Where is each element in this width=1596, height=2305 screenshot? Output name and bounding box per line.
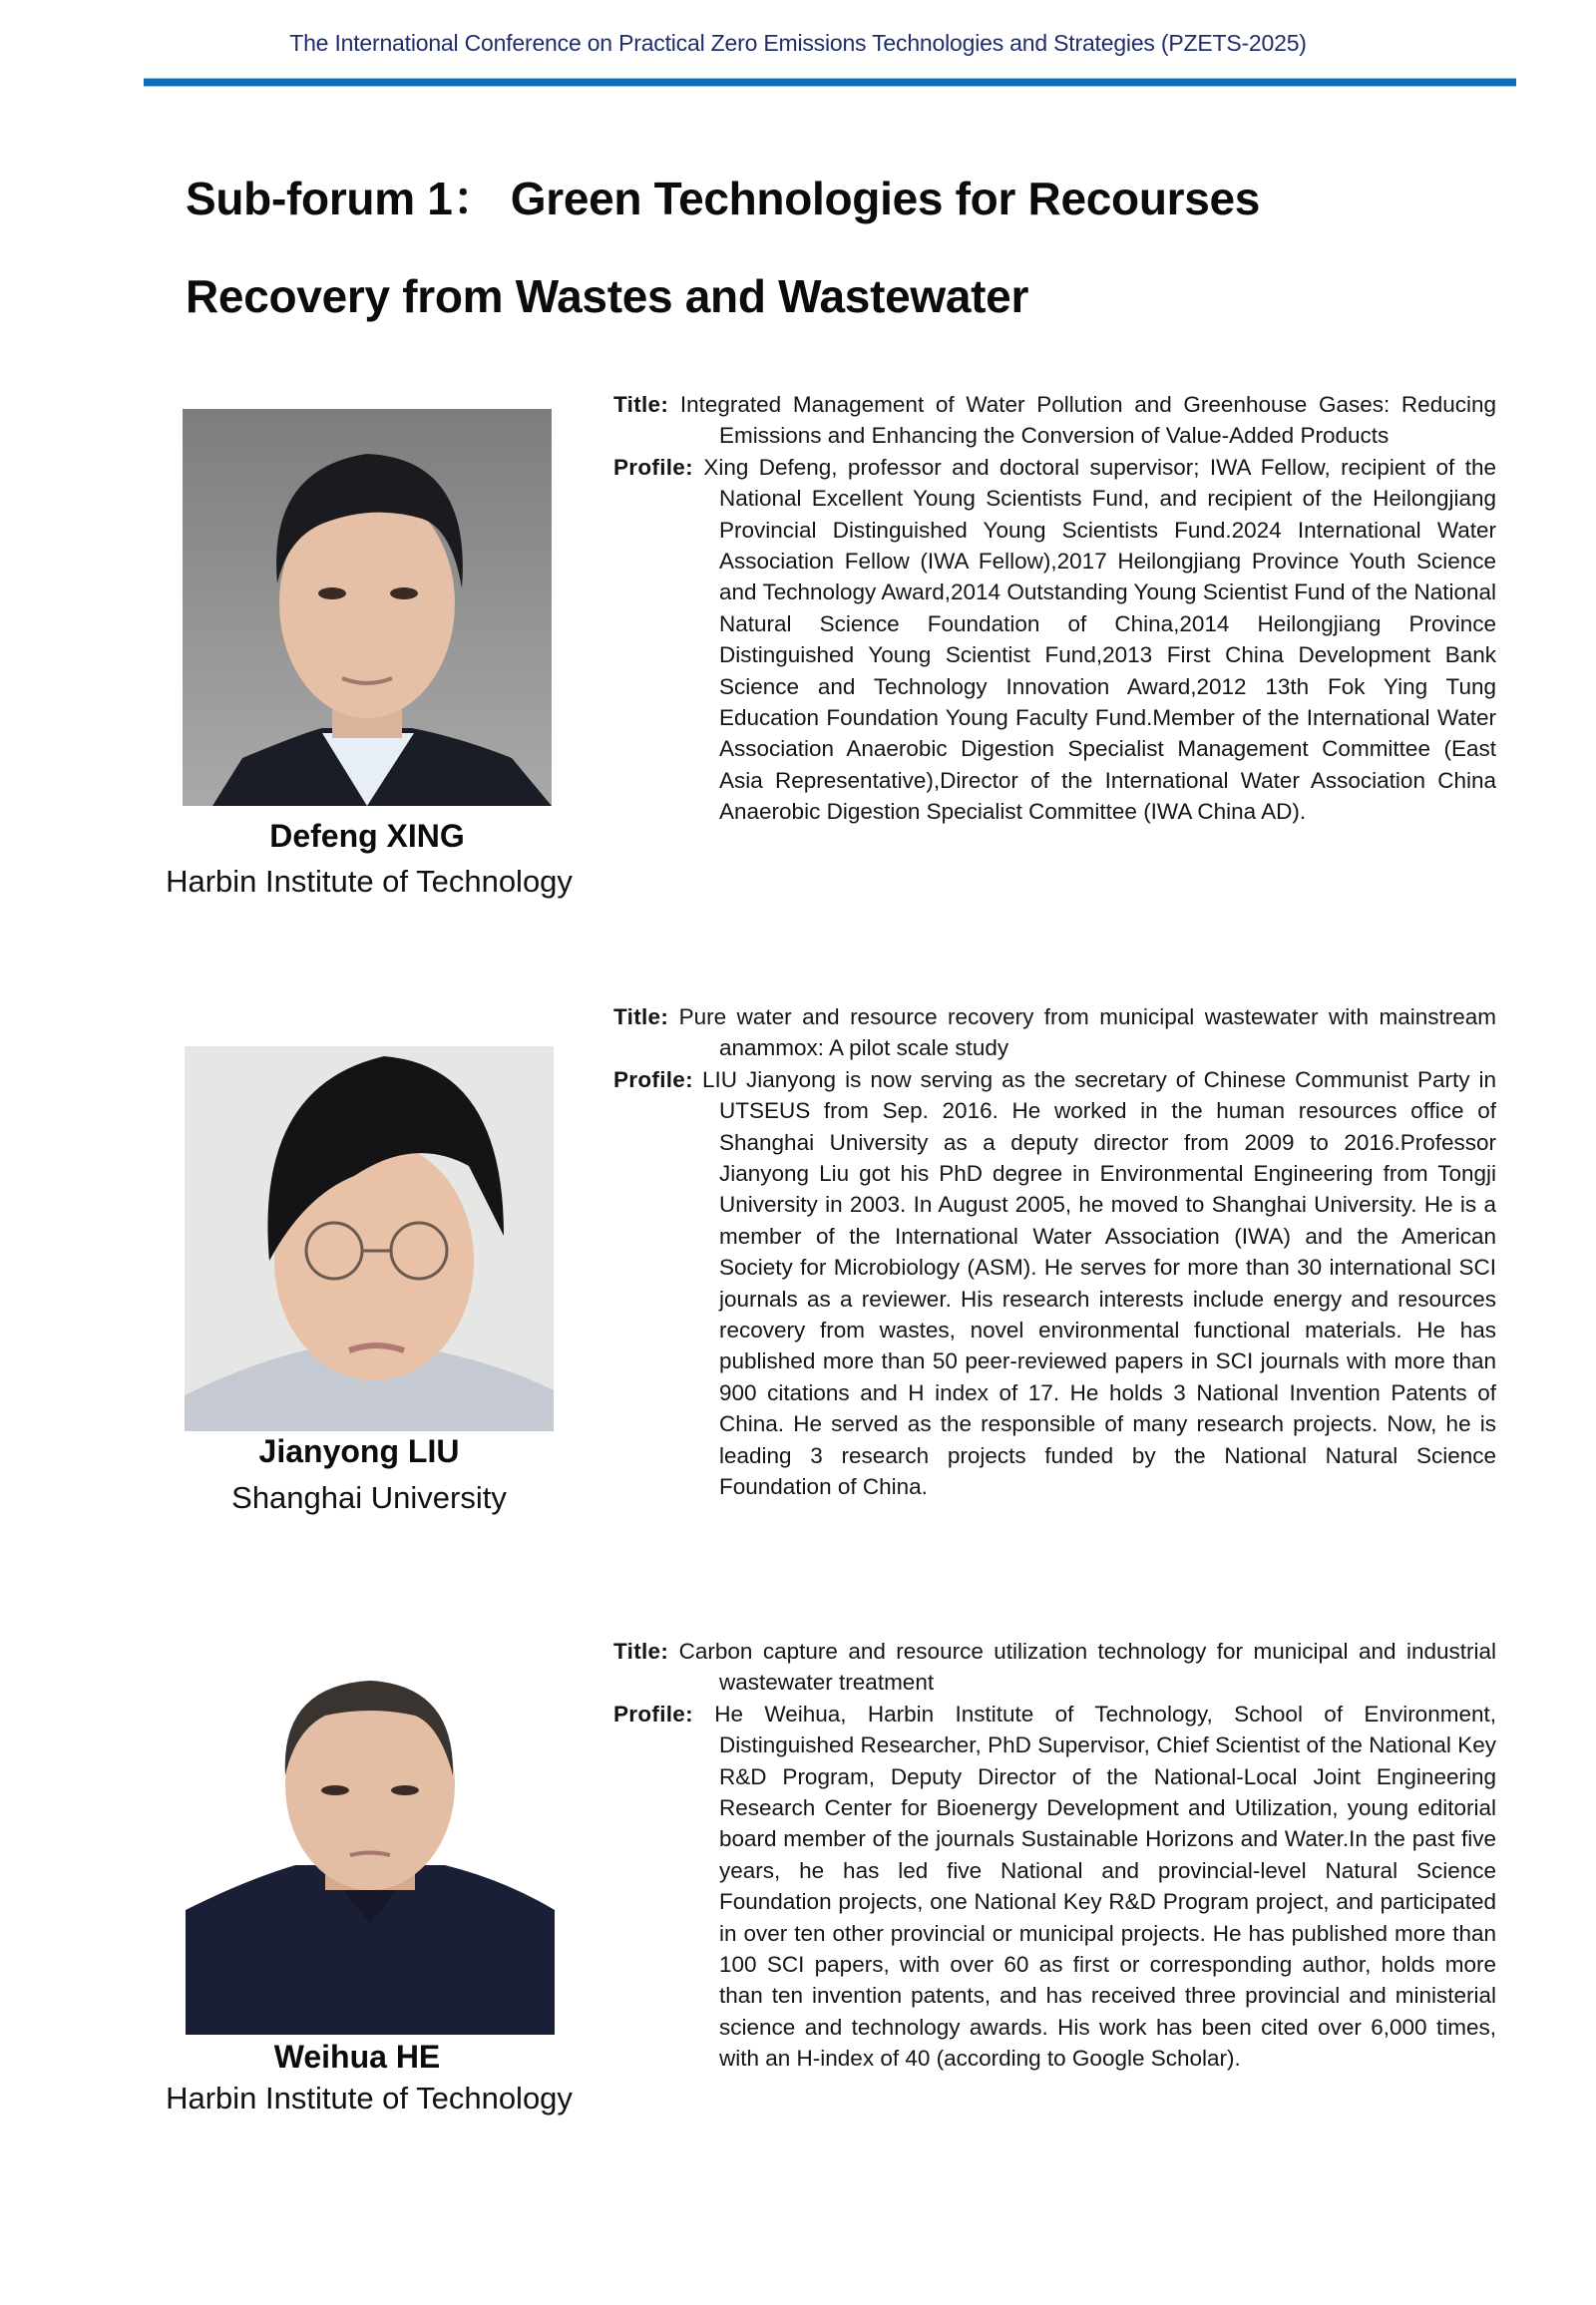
speaker-photo bbox=[185, 1046, 554, 1431]
conference-running-header: The International Conference on Practical Zero Emissions Technologies and Strategies (PZETS-2025) bbox=[289, 30, 1307, 56]
forum-title bbox=[186, 150, 1432, 345]
speaker-photo bbox=[186, 1666, 555, 2035]
speaker-name: Weihua HE bbox=[273, 2039, 441, 2075]
speaker-talk-info bbox=[613, 389, 1496, 828]
profile-label: Profile: bbox=[613, 1701, 693, 1727]
person-portrait-icon bbox=[185, 1046, 554, 1431]
forum-title-line-2: Recovery from Wastes and Wastewater bbox=[186, 270, 1029, 322]
header-divider bbox=[144, 78, 1516, 87]
profile-text: He Weihua, Harbin Institute of Technology, School of Environment, Distinguished Researcher, PhD Supervisor, Chief Scientist of the National Key R&D Program, Deputy Director of the National-Local Joint Engineering Research Center for Bioenergy Development and Utilization, young editorial board member of the journals Sustainable Horizons and Water.In the past five years, he has led five National and provincial-level Natural Science Foundation projects, one National Key R&D Program project, and participated in over ten other provincial or municipal projects. He has published more than 100 SCI papers, with over 60 as first or corresponding author, holds more than ten invention patents, and has received three provincial and ministerial science and technology awards. His work has been cited over 6,000 times, with an H-index of 40 (according to Google Scholar). bbox=[714, 1701, 1496, 2072]
forum-title-line-1: Sub-forum 1： Green Technologies for Recourses bbox=[186, 173, 1261, 224]
title-label: Title: bbox=[613, 1004, 669, 1029]
title-label: Title: bbox=[613, 392, 669, 417]
profile-label: Profile: bbox=[613, 1066, 693, 1092]
profile-text: LIU Jianyong is now serving as the secretary of Chinese Communist Party in UTSEUS from Sep. 2016. He worked in the human resources office of Shanghai University as a deputy director from 2009 to 2016.Professor Jianyong Liu got his PhD degree in Environmental Engineering from Tongji University in 2003. In August 2005, he moved to Shanghai University. He is a member of the International Water Association (IWA) and the American Society for Microbiology (ASM). He serves for more than 30 international SCI journals as a reviewer. His research interests include energy and resources recovery from wastes, novel environmental functional materials. He has published more than 50 peer-reviewed papers in SCI journals with more than 900 citations and H index of 17. He holds 3 National Invention Patents of China. He served as the responsible of many research projects. Now, he is leading 3 research projects funded by the National Natural Science Foundation of China. bbox=[701, 1066, 1496, 1500]
talk-title bbox=[613, 1636, 1496, 1699]
profile-text: Xing Defeng, professor and doctoral supervisor; IWA Fellow, recipient of the National Excellent Young Scientists Fund, and recipient of the Heilongjiang Provincial Distinguished Young Scientists Fund.2024 International Water Association Fellow (IWA Fellow),2017 Heilongjiang Province Youth Science and Technology Award,2014 Outstanding Young Scientist Fund of the National Natural Science Foundation of China,2014 Heilongjiang Province Distinguished Young Scientist Fund,2013 First China Development Bank Science and Technology Innovation Award,2012 13th Fok Ying Tung Education Foundation Young Faculty Fund.Member of the International Water Association Anaerobic Digestion Specialist Management Committee (East Asia Representative),Director of the International Water Association China Anaerobic Digestion Specialist Committee (IWA China AD). bbox=[703, 454, 1496, 825]
title-label: Title: bbox=[613, 1639, 669, 1664]
talk-title-text: Pure water and resource recovery from municipal wastewater with mainstream anammox: A pilot scale study bbox=[678, 1004, 1496, 1061]
person-portrait-icon bbox=[183, 409, 552, 806]
speaker-photo bbox=[183, 409, 552, 806]
speaker-profile bbox=[613, 1064, 1496, 1503]
speaker-affiliation: Harbin Institute of Technology bbox=[166, 864, 573, 899]
speaker-name: Jianyong LIU bbox=[258, 1433, 460, 1469]
talk-title bbox=[613, 389, 1496, 452]
person-portrait-icon bbox=[186, 1666, 555, 2035]
speaker-profile bbox=[613, 452, 1496, 828]
speaker-affiliation: Shanghai University bbox=[231, 1480, 507, 1515]
talk-title bbox=[613, 1001, 1496, 1064]
speaker-affiliation: Harbin Institute of Technology bbox=[166, 2081, 573, 2115]
speaker-name: Defeng XING bbox=[269, 818, 465, 854]
speaker-talk-info bbox=[613, 1636, 1496, 2075]
talk-title-text: Carbon capture and resource utilization technology for municipal and industrial wastewater treatment bbox=[678, 1639, 1496, 1696]
speaker-talk-info bbox=[613, 1001, 1496, 1503]
talk-title-text: Integrated Management of Water Pollution and Greenhouse Gases: Reducing Emissions and Enhancing the Conversion of Value-Added Products bbox=[679, 392, 1496, 449]
profile-label: Profile: bbox=[613, 454, 693, 480]
speaker-profile bbox=[613, 1699, 1496, 2075]
